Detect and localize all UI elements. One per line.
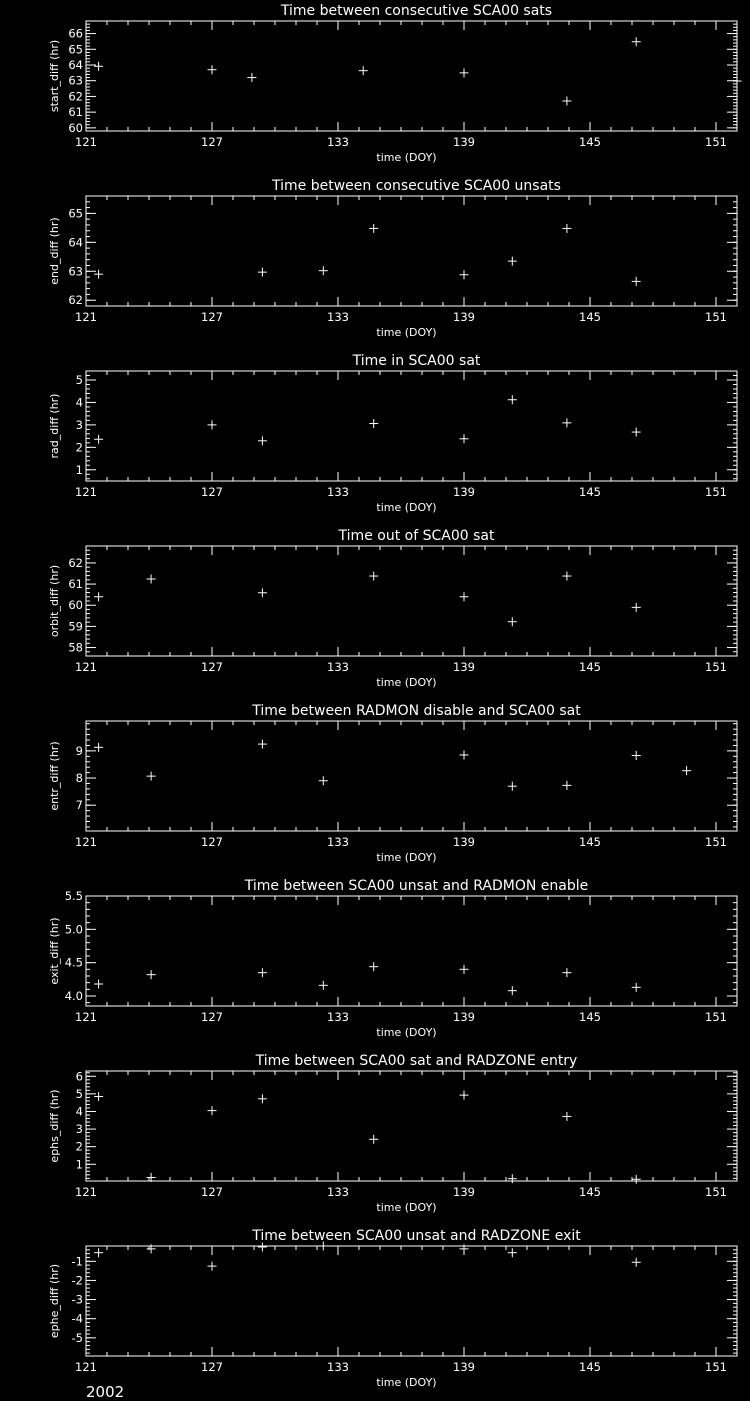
x-tick-label: 145 [579, 135, 601, 149]
data-point [562, 224, 571, 233]
data-point [508, 1174, 517, 1183]
data-point [208, 420, 217, 429]
data-point [147, 575, 156, 584]
y-tick-label: 58 [68, 640, 83, 655]
chart-title: Time between RADMON disable and SCA00 sat [252, 703, 581, 719]
data-point [319, 266, 328, 275]
x-tick-label: 151 [705, 1010, 727, 1024]
data-point [460, 434, 469, 443]
data-point [460, 1091, 469, 1100]
y-tick-label: 3 [75, 1122, 83, 1137]
chart-title: Time between SCA00 sat and RADZONE entry [255, 1053, 578, 1069]
y-tick-label: 65 [68, 42, 83, 57]
x-tick-label: 139 [453, 660, 475, 674]
y-tick-label: 5.5 [64, 889, 83, 903]
x-tick-label: 139 [453, 135, 475, 149]
chart-title: Time between consecutive SCA00 unsats [272, 178, 561, 194]
x-tick-label: 127 [201, 485, 223, 499]
y-tick-label: 7 [75, 798, 83, 813]
x-tick-label: 121 [75, 835, 97, 849]
x-tick-label: 121 [75, 485, 97, 499]
y-tick-label: 9 [75, 743, 83, 758]
panel-6 [48, 878, 737, 1039]
y-tick-label: 61 [68, 105, 83, 120]
data-point [632, 603, 641, 612]
y-axis-label: entr_diff (hr) [48, 741, 61, 811]
data-point [632, 1175, 641, 1184]
data-point [632, 1258, 641, 1267]
data-point [632, 37, 641, 46]
plot-frame [86, 546, 737, 656]
x-tick-label: 127 [201, 835, 223, 849]
data-point [319, 776, 328, 785]
data-point [369, 1135, 378, 1144]
panel-8 [48, 1228, 737, 1389]
data-point [94, 1248, 103, 1257]
data-point [208, 1106, 217, 1115]
data-point [369, 419, 378, 428]
x-tick-label: 133 [327, 1010, 349, 1024]
x-tick-label: 151 [705, 835, 727, 849]
y-tick-label: 1 [75, 462, 83, 477]
plot-frame [86, 896, 737, 1006]
x-tick-label: 151 [705, 660, 727, 674]
data-point [562, 968, 571, 977]
data-point [258, 268, 267, 277]
chart-title: Time in SCA00 sat [352, 353, 481, 369]
y-tick-label: 4.5 [64, 955, 83, 970]
data-point [247, 73, 256, 82]
data-point [508, 986, 517, 995]
data-point [508, 395, 517, 404]
y-tick-label: -3 [71, 1292, 83, 1307]
y-tick-label: 2 [75, 1139, 83, 1154]
x-tick-label: 151 [705, 1360, 727, 1374]
data-point [562, 781, 571, 790]
x-tick-label: 145 [579, 1010, 601, 1024]
data-point [460, 270, 469, 279]
data-point [258, 588, 267, 597]
y-tick-label: 5.0 [64, 922, 83, 937]
data-point [147, 970, 156, 979]
data-point [632, 983, 641, 992]
x-axis-label: time (DOY) [376, 676, 437, 689]
y-tick-label: 64 [68, 235, 83, 250]
x-tick-label: 145 [579, 1360, 601, 1374]
x-tick-label: 133 [327, 310, 349, 324]
data-point [562, 418, 571, 427]
x-tick-label: 121 [75, 660, 97, 674]
x-axis-label: time (DOY) [376, 326, 437, 339]
x-axis-label: time (DOY) [376, 851, 437, 864]
x-tick-label: 127 [201, 135, 223, 149]
plot-frame [86, 21, 737, 131]
chart-title: Time between consecutive SCA00 sats [280, 3, 553, 19]
data-point [359, 66, 368, 75]
x-tick-label: 139 [453, 1185, 475, 1199]
data-point [508, 782, 517, 791]
x-tick-label: 121 [75, 1360, 97, 1374]
y-tick-label: 65 [68, 206, 83, 221]
x-tick-label: 127 [201, 660, 223, 674]
data-point [208, 1262, 217, 1271]
data-point [508, 1248, 517, 1257]
panel-5 [48, 703, 737, 864]
data-point [562, 572, 571, 581]
x-tick-label: 139 [453, 1360, 475, 1374]
panel-2 [48, 178, 737, 339]
x-axis-label: time (DOY) [376, 1201, 437, 1214]
x-tick-label: 151 [705, 135, 727, 149]
x-tick-label: 145 [579, 660, 601, 674]
y-tick-label: 66 [68, 26, 83, 41]
y-tick-label: -2 [71, 1273, 83, 1288]
data-point [369, 572, 378, 581]
x-tick-label: 127 [201, 310, 223, 324]
data-point [369, 224, 378, 233]
y-tick-label: 61 [68, 577, 83, 592]
data-point [632, 428, 641, 437]
y-tick-label: 60 [68, 598, 83, 613]
data-point [147, 772, 156, 781]
panel-4 [48, 528, 737, 689]
data-point [369, 962, 378, 971]
panel-1 [48, 3, 742, 164]
y-tick-label: 64 [68, 58, 83, 72]
y-tick-label: 3 [75, 417, 83, 432]
data-point [94, 592, 103, 601]
y-tick-label: 5 [75, 1086, 83, 1101]
plot-frame [86, 1071, 737, 1181]
panel-3 [48, 353, 737, 514]
y-tick-label: 62 [68, 89, 83, 104]
x-tick-label: 133 [327, 485, 349, 499]
x-tick-label: 145 [579, 485, 601, 499]
data-point [460, 592, 469, 601]
data-point [682, 766, 691, 775]
y-axis-label: exit_diff (hr) [48, 917, 61, 985]
data-point [258, 436, 267, 445]
x-tick-label: 139 [453, 485, 475, 499]
y-axis-label: orbit_diff (hr) [48, 564, 61, 638]
plot-frame [86, 721, 737, 831]
x-axis-label: time (DOY) [376, 1026, 437, 1039]
plot-frame [86, 196, 737, 306]
x-tick-label: 121 [75, 1010, 97, 1024]
data-point [94, 1092, 103, 1101]
y-tick-label: 59 [68, 619, 83, 634]
x-axis-label: time (DOY) [376, 501, 437, 514]
x-tick-label: 133 [327, 1185, 349, 1199]
x-tick-label: 151 [705, 1185, 727, 1199]
x-tick-label: 133 [327, 1360, 349, 1374]
data-point [632, 277, 641, 286]
y-tick-label: 4.0 [64, 989, 83, 1003]
data-point [632, 751, 641, 760]
y-tick-label: 62 [68, 555, 83, 570]
x-tick-label: 127 [201, 1010, 223, 1024]
data-point [258, 740, 267, 749]
panel-7 [48, 1053, 737, 1214]
y-tick-label: 4 [75, 1104, 83, 1119]
x-tick-label: 151 [705, 310, 727, 324]
data-point [562, 96, 571, 105]
chart-title: Time out of SCA00 sat [338, 528, 495, 544]
plot-frame [86, 371, 737, 481]
x-tick-label: 139 [453, 1010, 475, 1024]
x-tick-label: 127 [201, 1185, 223, 1199]
data-point [94, 980, 103, 989]
x-tick-label: 145 [579, 310, 601, 324]
x-axis-label: time (DOY) [376, 1376, 437, 1389]
data-point [508, 257, 517, 266]
y-tick-label: 4 [75, 395, 83, 410]
x-tick-label: 121 [75, 1185, 97, 1199]
y-axis-label: ephe_diff (hr) [48, 1263, 61, 1339]
y-tick-label: -5 [71, 1330, 83, 1345]
data-point [94, 62, 103, 71]
x-tick-label: 127 [201, 1360, 223, 1374]
y-tick-label: 6 [75, 1069, 83, 1084]
data-point [508, 617, 517, 626]
x-tick-label: 139 [453, 310, 475, 324]
x-tick-label: 145 [579, 835, 601, 849]
y-tick-label: 62 [68, 293, 83, 308]
data-point [460, 965, 469, 974]
x-tick-label: 121 [75, 135, 97, 149]
chart-title: Time between SCA00 unsat and RADMON enable [244, 878, 589, 894]
y-tick-label: 60 [68, 120, 83, 135]
y-axis-label: ephs_diff (hr) [48, 1089, 61, 1163]
data-point [562, 1112, 571, 1121]
y-axis-label: rad_diff (hr) [48, 393, 61, 459]
y-tick-label: -1 [71, 1254, 83, 1269]
x-tick-label: 133 [327, 660, 349, 674]
y-tick-label: 2 [75, 440, 83, 455]
chart-title: Time between SCA00 unsat and RADZONE exit [252, 1228, 581, 1244]
data-point [258, 1094, 267, 1103]
y-axis-label: end_diff (hr) [48, 217, 61, 285]
y-tick-label: -4 [71, 1311, 83, 1326]
x-tick-label: 133 [327, 835, 349, 849]
data-point [208, 65, 217, 74]
y-tick-label: 8 [75, 771, 83, 786]
x-axis-label: time (DOY) [376, 151, 437, 164]
year-label: 2002 [86, 1383, 125, 1401]
x-tick-label: 145 [579, 1185, 601, 1199]
x-tick-label: 121 [75, 310, 97, 324]
y-tick-label: 1 [75, 1157, 83, 1172]
x-tick-label: 139 [453, 835, 475, 849]
data-point [258, 968, 267, 977]
data-point [460, 68, 469, 77]
y-tick-label: 5 [75, 372, 83, 387]
x-tick-label: 133 [327, 135, 349, 149]
data-point [460, 750, 469, 759]
x-tick-label: 151 [705, 485, 727, 499]
data-point [94, 435, 103, 444]
y-tick-label: 63 [68, 264, 83, 279]
y-axis-label: start_diff (hr) [48, 39, 61, 113]
data-point [319, 981, 328, 990]
y-tick-label: 63 [68, 73, 83, 88]
